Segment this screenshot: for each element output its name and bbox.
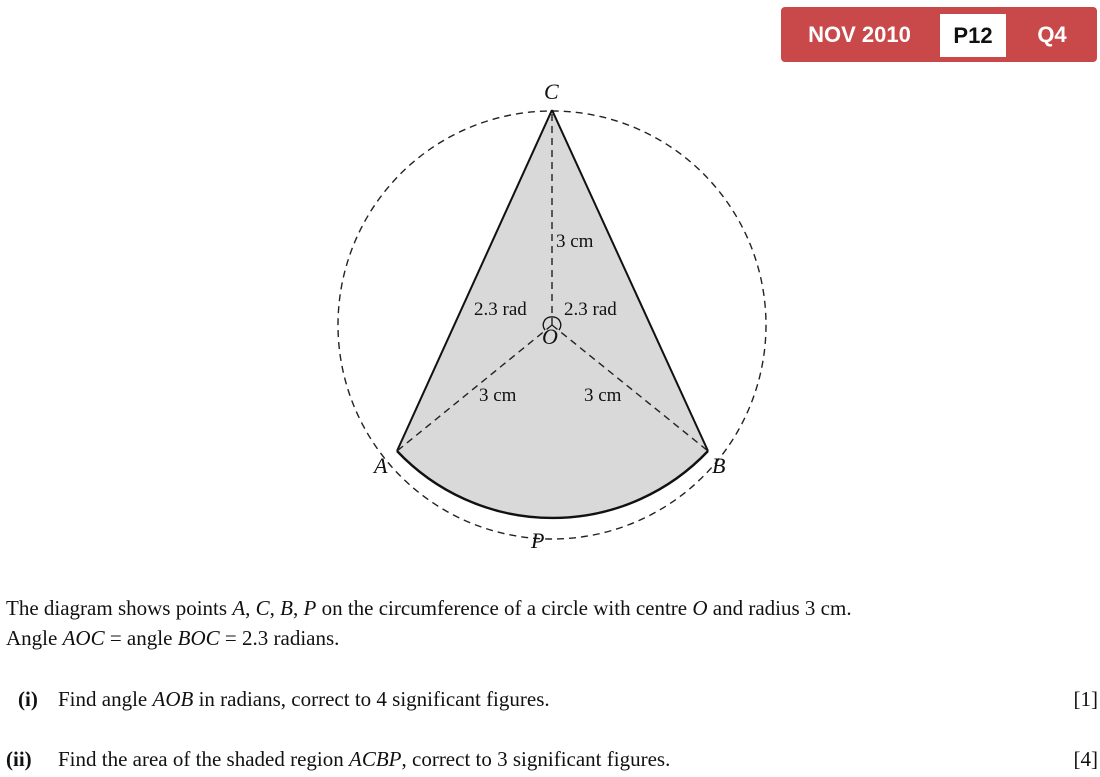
shaded-region-acbp — [397, 110, 708, 518]
label-radius-ob: 3 cm — [584, 385, 622, 406]
point-label-c: C — [544, 79, 559, 104]
question-number-label: Q4 — [1037, 22, 1067, 47]
question-part-i: (i) Find angle AOB in radians, correct to 4 significant figures. [1] — [18, 684, 1098, 714]
point-label-o: O — [542, 324, 558, 349]
exam-date-label: NOV 2010 — [808, 22, 911, 47]
problem-statement-line-2: Angle AOC = angle BOC = 2.3 radians. — [6, 626, 340, 650]
part-number: (i) — [18, 687, 38, 711]
question-part-ii: (ii) Find the area of the shaded region ACBP, correct to 3 significant figures. [4] — [6, 744, 1098, 774]
point-label-p: P — [531, 528, 545, 553]
label-radius-oa: 3 cm — [479, 385, 517, 406]
label-angle-boc: 2.3 rad — [564, 299, 617, 320]
marks-label: [1] — [1073, 687, 1098, 711]
part-number: (ii) — [6, 747, 32, 771]
point-label-a: A — [374, 453, 388, 478]
problem-statement-line-1: The diagram shows points A, C, B, P on the circumference of a circle with centre O and radius 3 cm. — [6, 596, 852, 620]
point-label-b: B — [712, 453, 726, 478]
label-radius-oc: 3 cm — [556, 231, 594, 252]
marks-label: [4] — [1073, 747, 1098, 771]
paper-number-label: P12 — [939, 13, 1007, 58]
label-angle-aoc: 2.3 rad — [474, 299, 527, 320]
